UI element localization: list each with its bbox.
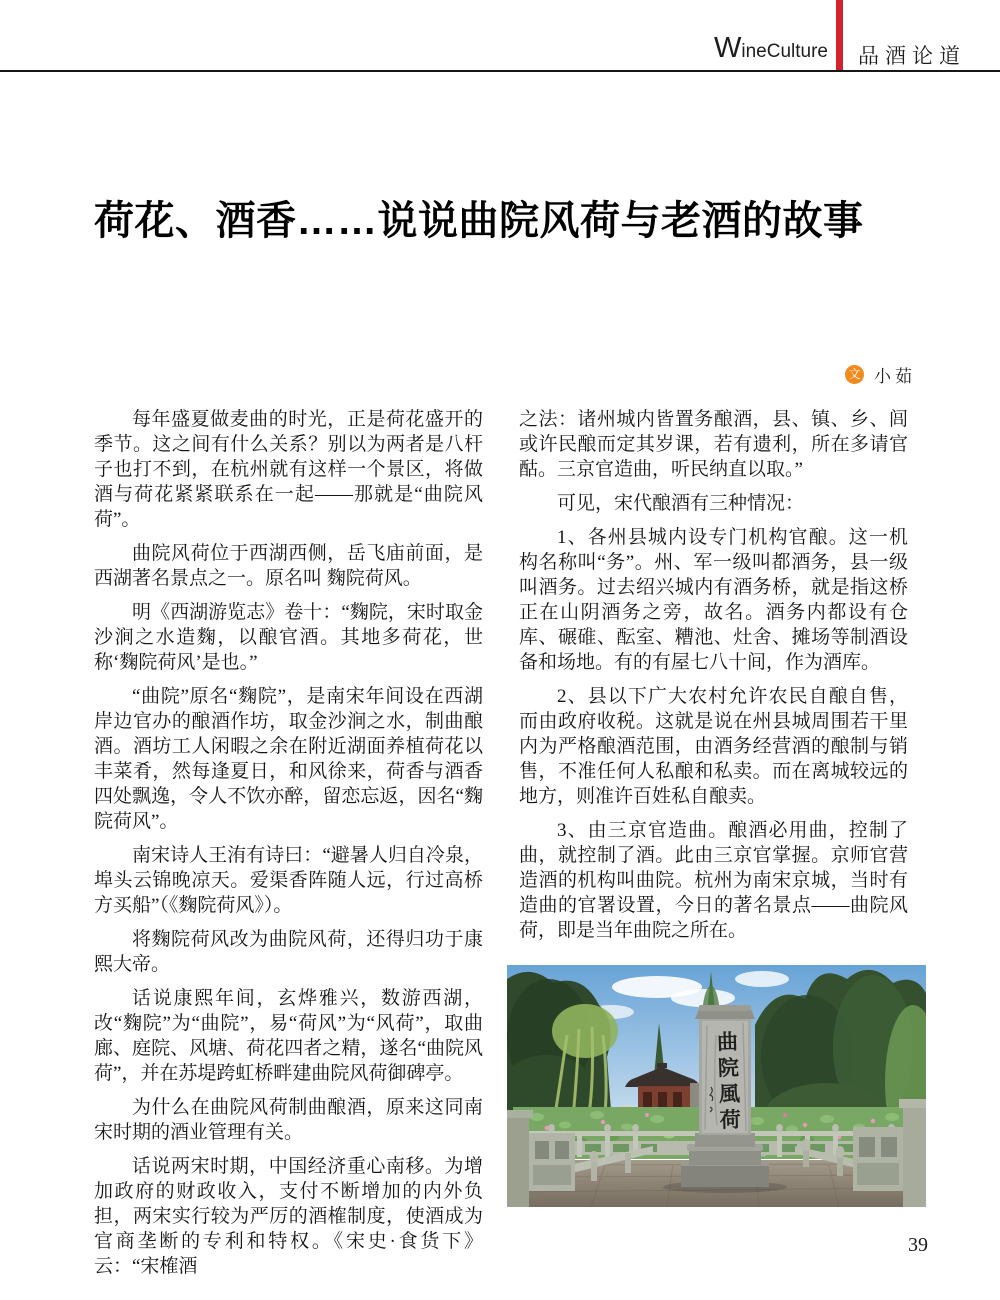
author-name: 小茹 <box>874 367 916 386</box>
paragraph: 每年盛夏做麦曲的时光，正是荷花盛开的季节。这之间有什么关系？别以为两者是八杆子也打不到，在杭州就有这样一个景区，将做酒与荷花紧紧联系在一起——那就是“曲院风荷”。 <box>94 409 483 530</box>
article-photo <box>507 965 926 1207</box>
section-title: 品酒论道 <box>858 45 966 68</box>
paragraph: 话说两宋时期，中国经济重心南移。为增加政府的财政收入，支付不断增加的内外负担，两宋实行较为严厉的酒榷制度，使酒成为官商垄断的专利和特权。《宋史·食货下》云：“宋榷酒 <box>94 1156 483 1277</box>
magazine-brand <box>0 33 828 63</box>
paragraph: 2、县以下广大农村允许农民自酿自售，而由政府收税。这就是说在州县城周围若干里内为严格酿酒范围，由酒务经营酒的酿制与销售，不准任何人私酿和私卖。而在离城较远的地方，则准许百姓私自酿卖。 <box>519 686 908 807</box>
stele-photo-illustration <box>507 965 926 1207</box>
byline <box>845 362 916 387</box>
brand-initial: W <box>714 32 742 64</box>
paragraph: 之法：诸州城内皆置务酿酒，县、镇、乡、闾或许民酿而定其岁课，若有遗利，所在多请官酤。三京官造曲，听民纳直以取。” <box>519 409 908 480</box>
paragraph: “曲院”原名“麴院”，是南宋年间设在西湖岸边官办的酿酒作坊，取金沙涧之水，制曲酿酒。酒坊工人闲暇之余在附近湖面养植荷花以丰菜肴，然每逢夏日，和风徐来，荷香与酒香四处飘逸，令人不饮亦醉，留恋忘返，因名“麴院荷风”。 <box>94 686 483 832</box>
stele-char: 院 <box>717 1055 740 1081</box>
paragraph: 明《西湖游览志》卷十：“麴院，宋时取金沙涧之水造麴，以酿官酒。其地多荷花，世称‘麴院荷风’是也。” <box>94 602 483 673</box>
stele-char: 荷 <box>719 1107 742 1133</box>
paragraph: 可见，宋代酿酒有三种情况： <box>557 493 805 514</box>
paragraph: 话说康熙年间，玄烨雅兴，数游西湖，改“麴院”为“曲院”，易“荷风”为“风荷”，取曲廊、庭院、风塘、荷花四者之精，遂名“曲院风荷”，并在苏堤跨虹桥畔建曲院风荷御碑亭。 <box>94 988 483 1084</box>
paragraph: 南宋诗人王洧有诗曰：“避暑人归自冷泉，埠头云锦晚凉天。爱渠香阵随人远，行过高桥方买船”（《麴院荷风》）。 <box>94 845 483 916</box>
header-divider <box>0 70 1000 72</box>
paragraph: 1、各州县城内设专门机构官酿。这一机构名称叫“务”。州、军一级叫都酒务，县一级叫酒务。过去绍兴城内有酒务桥，就是指这桥正在山阴酒务之旁，故名。酒务内都设有仓库、碾碓、酝室、糟池、灶舍、摊场等制酒设备和场地。有的有屋七八十间，作为酒库。 <box>519 527 908 673</box>
stele-char: 風 <box>718 1081 741 1107</box>
paragraph: 曲院风荷位于西湖西侧，岳飞庙前面，是西湖著名景点之一。原名叫 麴院荷风。 <box>94 543 483 589</box>
right-column <box>519 407 908 952</box>
page-number: 39 <box>908 1234 928 1256</box>
left-column <box>94 407 483 1288</box>
author-icon: 文 <box>845 365 864 384</box>
paragraph: 将麴院荷风改为曲院风荷，还得归功于康熙大帝。 <box>94 929 483 975</box>
brand-rest: ineCulture <box>741 41 828 62</box>
paragraph: 3、由三京官造曲。酿酒必用曲，控制了曲，就控制了酒。此由三京官掌握。京师官营造酒的机构叫曲院。杭州为南宋京城，当时有造曲的官署设置，今日的著名景点——曲院风荷，即是当年曲院之所在。 <box>519 820 908 941</box>
paragraph: 为什么在曲院风荷制曲酿酒，原来这同南宋时期的酒业管理有关。 <box>94 1097 483 1143</box>
article-title: 荷花、酒香……说说曲院风荷与老酒的故事 <box>94 198 864 243</box>
stele-char: 曲 <box>716 1029 739 1055</box>
header-accent-bar <box>836 0 843 72</box>
